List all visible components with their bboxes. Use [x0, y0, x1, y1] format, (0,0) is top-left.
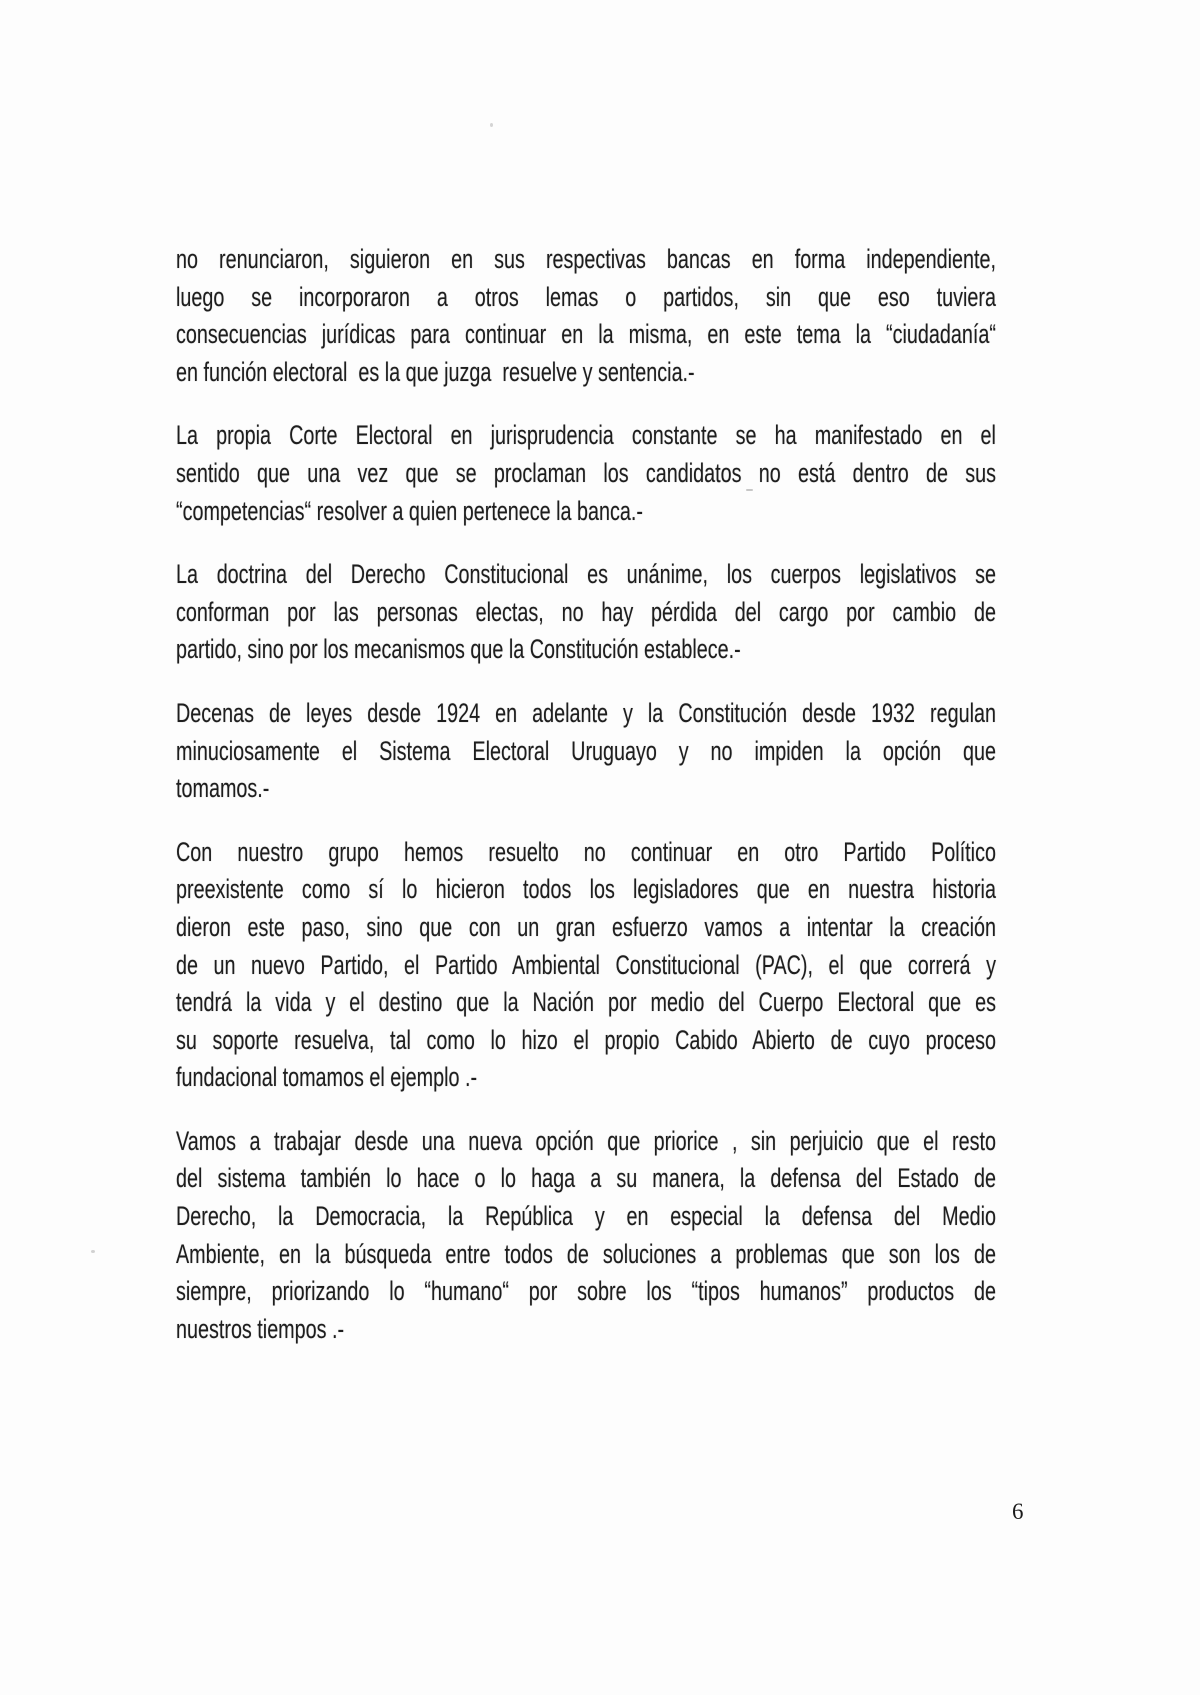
- paragraph: [176, 556, 996, 669]
- paragraph: [176, 417, 996, 530]
- paragraph: [176, 241, 996, 391]
- text-line: minuciosamente el Sistema Electoral Uruguayo y no impiden la opción que: [176, 735, 996, 766]
- text-line: luego se incorporaron a otros lemas o partidos, sin que eso tuviera: [176, 281, 996, 312]
- text-line: Decenas de leyes desde 1924 en adelante y la Constitución desde 1932 regulan: [176, 697, 996, 728]
- text-line: Con nuestro grupo hemos resuelto no continuar en otro Partido Político: [176, 836, 996, 867]
- text-line: tomamos.-: [176, 773, 270, 804]
- text-line: Ambiente, en la búsqueda entre todos de soluciones a problemas que son los de: [176, 1238, 996, 1269]
- text-line: preexistente como sí lo hicieron todos los legisladores que en nuestra historia: [176, 874, 996, 905]
- paragraph: [176, 695, 996, 808]
- paragraph: [176, 834, 996, 1097]
- scan-artifact-speck: [91, 1250, 95, 1253]
- text-line: “competencias“ resolver a quien pertenece la banca.-: [176, 495, 643, 526]
- text-line: de un nuevo Partido, el Partido Ambiental Constitucional (PAC), el que correrá y: [176, 949, 996, 980]
- text-line: dieron este paso, sino que con un gran esfuerzo vamos a intentar la creación: [176, 911, 996, 942]
- text-line: conforman por las personas electas, no hay pérdida del cargo por cambio de: [176, 596, 996, 627]
- paragraph: [176, 1123, 996, 1349]
- text-line: Vamos a trabajar desde una nueva opción que priorice , sin perjuicio que el resto: [176, 1125, 996, 1156]
- text-line: no renunciaron, siguieron en sus respectivas bancas en forma independiente,: [176, 244, 996, 274]
- text-line: sentido que una vez que se proclaman los candidatos no está dentro de sus: [176, 457, 996, 488]
- page-number: 6: [1012, 1499, 1024, 1524]
- text-line: fundacional tomamos el ejemplo .-: [176, 1062, 478, 1093]
- text-line: su soporte resuelva, tal como lo hizo el propio Cabido Abierto de cuyo proceso: [176, 1024, 996, 1055]
- text-line: nuestros tiempos .-: [176, 1313, 345, 1344]
- text-line: partido, sino por los mecanismos que la Constitución establece.-: [176, 634, 741, 665]
- scan-artifact-speck: [490, 123, 493, 127]
- text-line: en función electoral es la que juzga resuelve y sentencia.-: [176, 356, 695, 387]
- text-line: La propia Corte Electoral en jurisprudencia constante se ha manifestado en el: [176, 420, 996, 451]
- text-line: Derecho, la Democracia, la República y en especial la defensa del Medio: [176, 1201, 996, 1232]
- text-line: La doctrina del Derecho Constitucional es unánime, los cuerpos legislativos se: [176, 559, 996, 590]
- text-line: consecuencias jurídicas para continuar en la misma, en este tema la “ciudadanía“: [176, 319, 996, 350]
- text-line: tendrá la vida y el destino que la Nación por medio del Cuerpo Electoral que es: [176, 987, 996, 1018]
- text-line: siempre, priorizando lo “humano“ por sobre los “tipos humanos” productos de: [176, 1276, 996, 1307]
- text-block: [176, 241, 996, 1374]
- text-line: del sistema también lo hace o lo haga a su manera, la defensa del Estado de: [176, 1163, 996, 1194]
